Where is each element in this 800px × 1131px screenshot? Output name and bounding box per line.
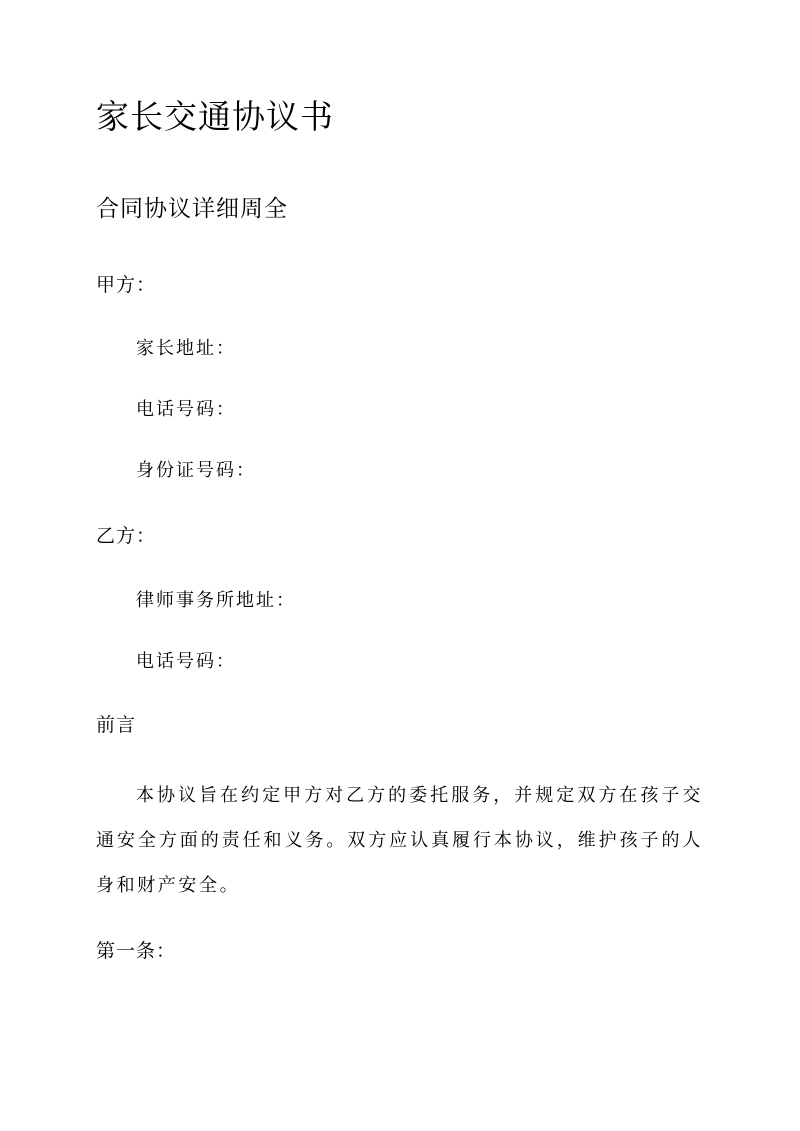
preface-heading: 前言 bbox=[96, 714, 137, 736]
preface-paragraph: 本协议旨在约定甲方对乙方的委托服务，并规定双方在孩子交通安全方面的责任和义务。双方应认真履行本协议，维护孩子的人身和财产安全。 bbox=[96, 785, 703, 896]
party-a-field-phone: 电话号码： bbox=[136, 399, 236, 420]
party-b-field-phone: 电话号码： bbox=[136, 651, 236, 672]
document-title: 家长交通协议书 bbox=[96, 97, 334, 136]
party-a-heading: 甲方： bbox=[96, 274, 157, 296]
party-a-field-address: 家长地址： bbox=[136, 338, 236, 359]
document-subtitle: 合同协议详细周全 bbox=[96, 196, 288, 222]
party-a-field-id: 身份证号码： bbox=[136, 460, 256, 481]
party-b-field-address: 律师事务所地址： bbox=[136, 590, 296, 611]
party-b-heading: 乙方： bbox=[96, 525, 157, 547]
article-one-heading: 第一条： bbox=[96, 940, 177, 962]
